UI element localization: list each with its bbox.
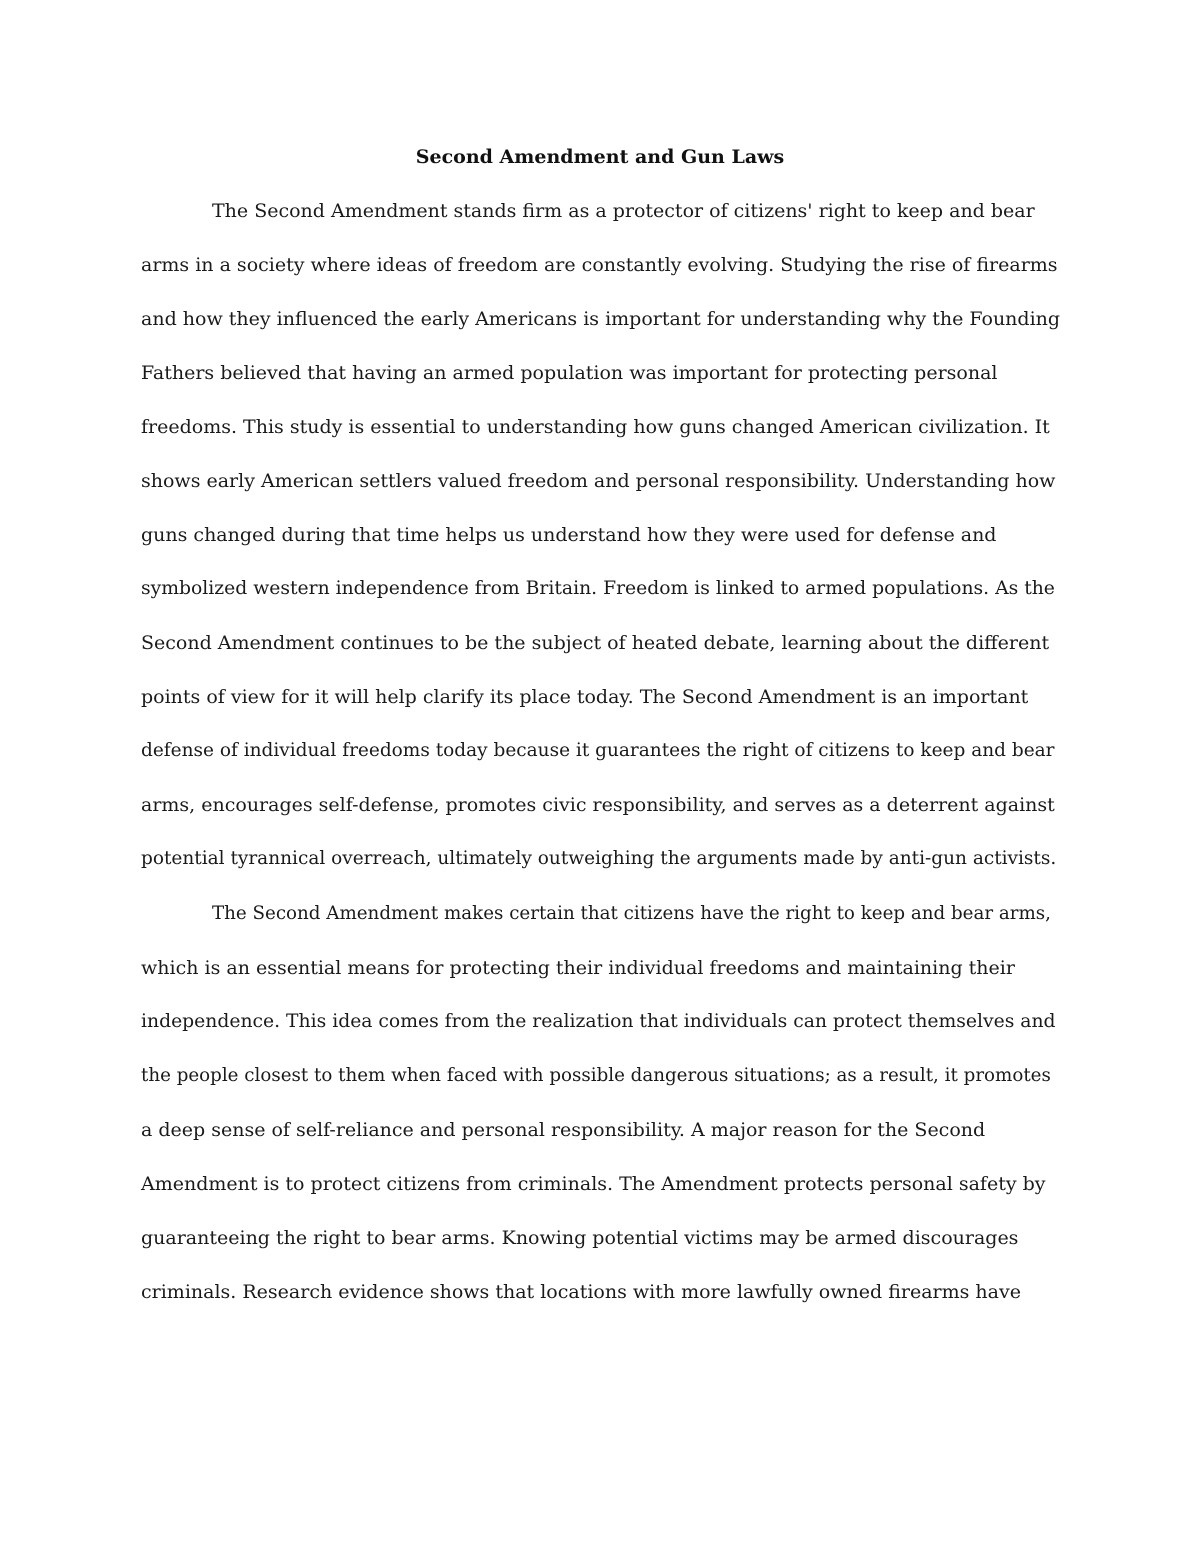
paragraph-line: Second Amendment continues to be the subject of heated debate, learning about the different: [141, 632, 1050, 654]
paragraph-line: which is an essential means for protecting their individual freedoms and maintaining their: [141, 957, 1015, 979]
paragraph-line: Amendment is to protect citizens from criminals. The Amendment protects personal safety by: [141, 1173, 1046, 1195]
paragraph-line: Fathers believed that having an armed population was important for protecting personal: [141, 362, 998, 384]
paragraph-line: points of view for it will help clarify its place today. The Second Amendment is an important: [141, 686, 1029, 708]
paragraph-line: freedoms. This study is essential to understanding how guns changed American civilization. It: [141, 416, 1050, 438]
paragraph-line: and how they influenced the early Americans is important for understanding why the Founding: [141, 308, 1061, 330]
paragraph-line: The Second Amendment makes certain that citizens have the right to keep and bear arms,: [212, 903, 1051, 924]
paragraph-line: guns changed during that time helps us understand how they were used for defense and: [141, 524, 997, 546]
paragraph-line: potential tyrannical overreach, ultimately outweighing the arguments made by anti-gun activists.: [141, 848, 1057, 869]
document-title: Second Amendment and Gun Laws: [415, 146, 785, 168]
paragraph-line: a deep sense of self-reliance and personal responsibility. A major reason for the Second: [141, 1119, 986, 1141]
paragraph-line: arms in a society where ideas of freedom are constantly evolving. Studying the rise of firearms: [141, 254, 1058, 276]
paragraph-line: independence. This idea comes from the realization that individuals can protect themselves and: [141, 1011, 1056, 1032]
paragraph-line: symbolized western independence from Britain. Freedom is linked to armed populations. As the: [141, 578, 1055, 599]
paragraph-line: criminals. Research evidence shows that locations with more lawfully owned firearms have: [141, 1281, 1021, 1303]
paragraph-line: The Second Amendment stands firm as a protector of citizens' right to keep and bear: [212, 200, 1035, 222]
paragraph-line: shows early American settlers valued freedom and personal responsibility. Understanding how: [141, 470, 1056, 492]
paragraph-line: defense of individual freedoms today because it guarantees the right of citizens to keep and bear: [141, 740, 1055, 761]
paragraph-line: guaranteeing the right to bear arms. Knowing potential victims may be armed discourages: [141, 1227, 1019, 1249]
paragraph-line: the people closest to them when faced with possible dangerous situations; as a result, it promotes: [141, 1065, 1051, 1086]
paragraph-line: arms, encourages self-defense, promotes civic responsibility, and serves as a deterrent against: [141, 794, 1055, 816]
